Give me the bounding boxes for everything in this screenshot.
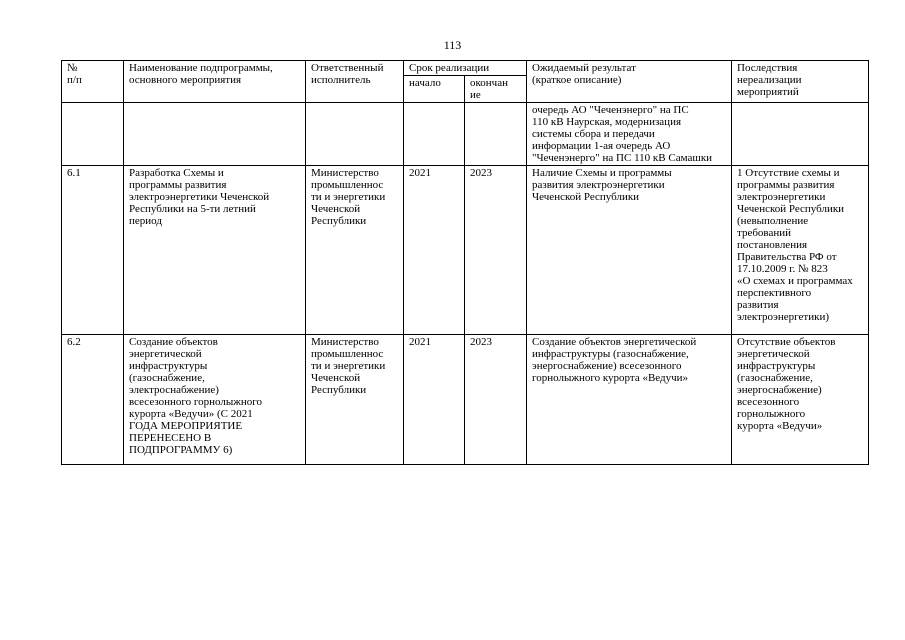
cell-end xyxy=(465,103,527,166)
table-row xyxy=(62,103,869,166)
cell-end: 2023 xyxy=(465,166,527,335)
cell-name xyxy=(124,103,306,166)
cell-result: Создание объектов энергетической инфраструктуры (газоснабжение, энергоснабжение) всесезонного горнолыжного курорта «Ведучи» xyxy=(527,335,732,465)
cell-name: Разработка Схемы и программы развития электроэнергетики Чеченской Республики на 5-ти летний период xyxy=(124,166,306,335)
cell-responsible: Министерство промышленнос ти и энергетики Чеченской Республики xyxy=(306,166,404,335)
cell-num: 6.1 xyxy=(62,166,124,335)
cell-name: Создание объектов энергетической инфраструктуры (газоснабжение, электроснабжение) всесезонного горнолыжного курорта «Ведучи» (С 2021 ГОДА МЕРОПРИЯТИЕ ПЕРЕНЕСЕНО В ПОДПРОГРАММУ 6) xyxy=(124,335,306,465)
cell-consequences xyxy=(732,103,869,166)
page-number: 113 xyxy=(443,38,462,52)
header-num: № п/п xyxy=(62,61,124,103)
program-activities-table xyxy=(61,60,869,465)
header-end: окончан ие xyxy=(465,76,527,103)
header-row-1 xyxy=(62,61,869,76)
cell-end: 2023 xyxy=(465,335,527,465)
cell-consequences: Отсутствие объектов энергетической инфраструктуры (газоснабжение, энергоснабжение) всесезонного горнолыжного курорта «Ведучи» xyxy=(732,335,869,465)
cell-result: Наличие Схемы и программы развития электроэнергетики Чеченской Республики xyxy=(527,166,732,335)
cell-responsible: Министерство промышленнос ти и энергетики Чеченской Республики xyxy=(306,335,404,465)
cell-responsible xyxy=(306,103,404,166)
cell-consequences: 1 Отсутствие схемы и программы развития электроэнергетики Чеченской Республики (невыполнение требований постановления Правительства РФ от 17.10.2009 г. № 823 «О схемах и программах перспективного развития электроэнергетики) xyxy=(732,166,869,335)
header-name: Наименование подпрограммы, основного мероприятия xyxy=(124,61,306,103)
cell-result: очередь АО "Чеченэнерго" на ПС 110 кВ Наурская, модернизация системы сбора и передачи информации 1-ая очередь АО "Чеченэнерго" на ПС 110 кВ Самашки xyxy=(527,103,732,166)
header-start: начало xyxy=(404,76,465,103)
table-row xyxy=(62,335,869,465)
table-row xyxy=(62,166,869,335)
cell-num xyxy=(62,103,124,166)
cell-num: 6.2 xyxy=(62,335,124,465)
cell-start: 2021 xyxy=(404,335,465,465)
header-result: Ожидаемый результат (краткое описание) xyxy=(527,61,732,103)
cell-start: 2021 xyxy=(404,166,465,335)
header-responsible: Ответственный исполнитель xyxy=(306,61,404,103)
cell-start xyxy=(404,103,465,166)
header-period: Срок реализации xyxy=(404,61,527,76)
header-consequences: Последствия нереализации мероприятий xyxy=(732,61,869,103)
